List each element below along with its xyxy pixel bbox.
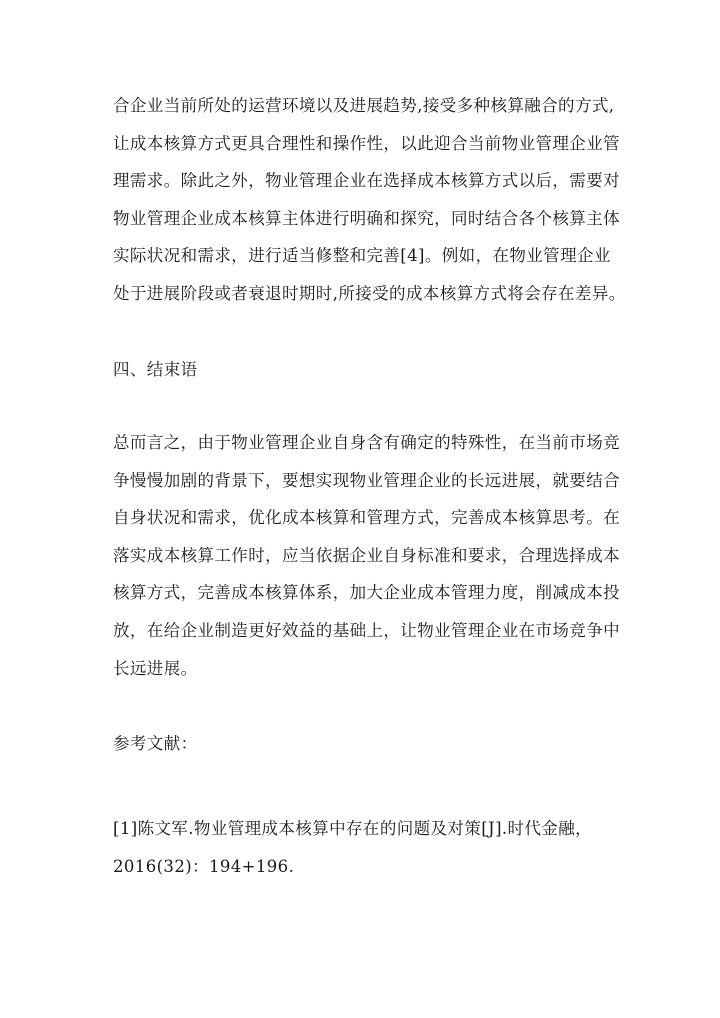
paragraph-line: 核算方式，完善成本核算体系，加大企业成本管理力度，削减成本投 [113, 583, 620, 603]
section-heading [113, 351, 613, 389]
paragraph-line: 自身状况和需求，优化成本核算和管理方式，完善成本核算思考。在 [113, 508, 620, 528]
paragraph-line: 实际状况和需求，进行适当修整和完善[4]。例如，在物业管理企业 [113, 246, 611, 266]
reference-entry [113, 810, 613, 885]
paragraph-line: 物业管理企业成本核算主体进行明确和探究，同时结合各个核算主体 [113, 208, 620, 228]
paragraph-line: 理需求。除此之外，物业管理企业在选择成本核算方式以后，需要对 [113, 171, 620, 191]
reference-line: 2016(32)：194+196. [113, 856, 295, 876]
body-paragraph-1 [113, 87, 626, 313]
paragraph-line: 放，在给企业制造更好效益的基础上，让物业管理企业在市场竞争中 [113, 620, 620, 640]
references-heading-text: 参考文献： [113, 734, 198, 753]
paragraph-line: 让成本核算方式更具合理性和操作性，以此迎合当前物业管理企业管 [113, 133, 620, 153]
paragraph-line: 总而言之，由于物业管理企业自身含有确定的特殊性，在当前市场竞 [113, 433, 620, 452]
paragraph-line: 落实成本核算工作时，应当依据企业自身标准和要求，合理选择成本 [113, 545, 620, 565]
reference-line: [1]陈文军.物业管理成本核算中存在的问题及对策[J].时代金融， [113, 819, 593, 838]
references-heading [113, 725, 613, 763]
paragraph-line: 长远进展。 [113, 658, 198, 678]
section-heading-text: 四、结束语 [113, 360, 198, 379]
body-paragraph-2 [113, 424, 620, 687]
paragraph-line: 处于进展阶段或者衰退时期时,所接受的成本核算方式将会存在差异。 [113, 283, 626, 303]
paragraph-line: 争慢慢加剧的背景下，要想实现物业管理企业的长远进展，就要结合 [113, 470, 620, 490]
paragraph-line: 合企业当前所处的运营环境以及进展趋势,接受多种核算融合的方式, [113, 96, 615, 115]
